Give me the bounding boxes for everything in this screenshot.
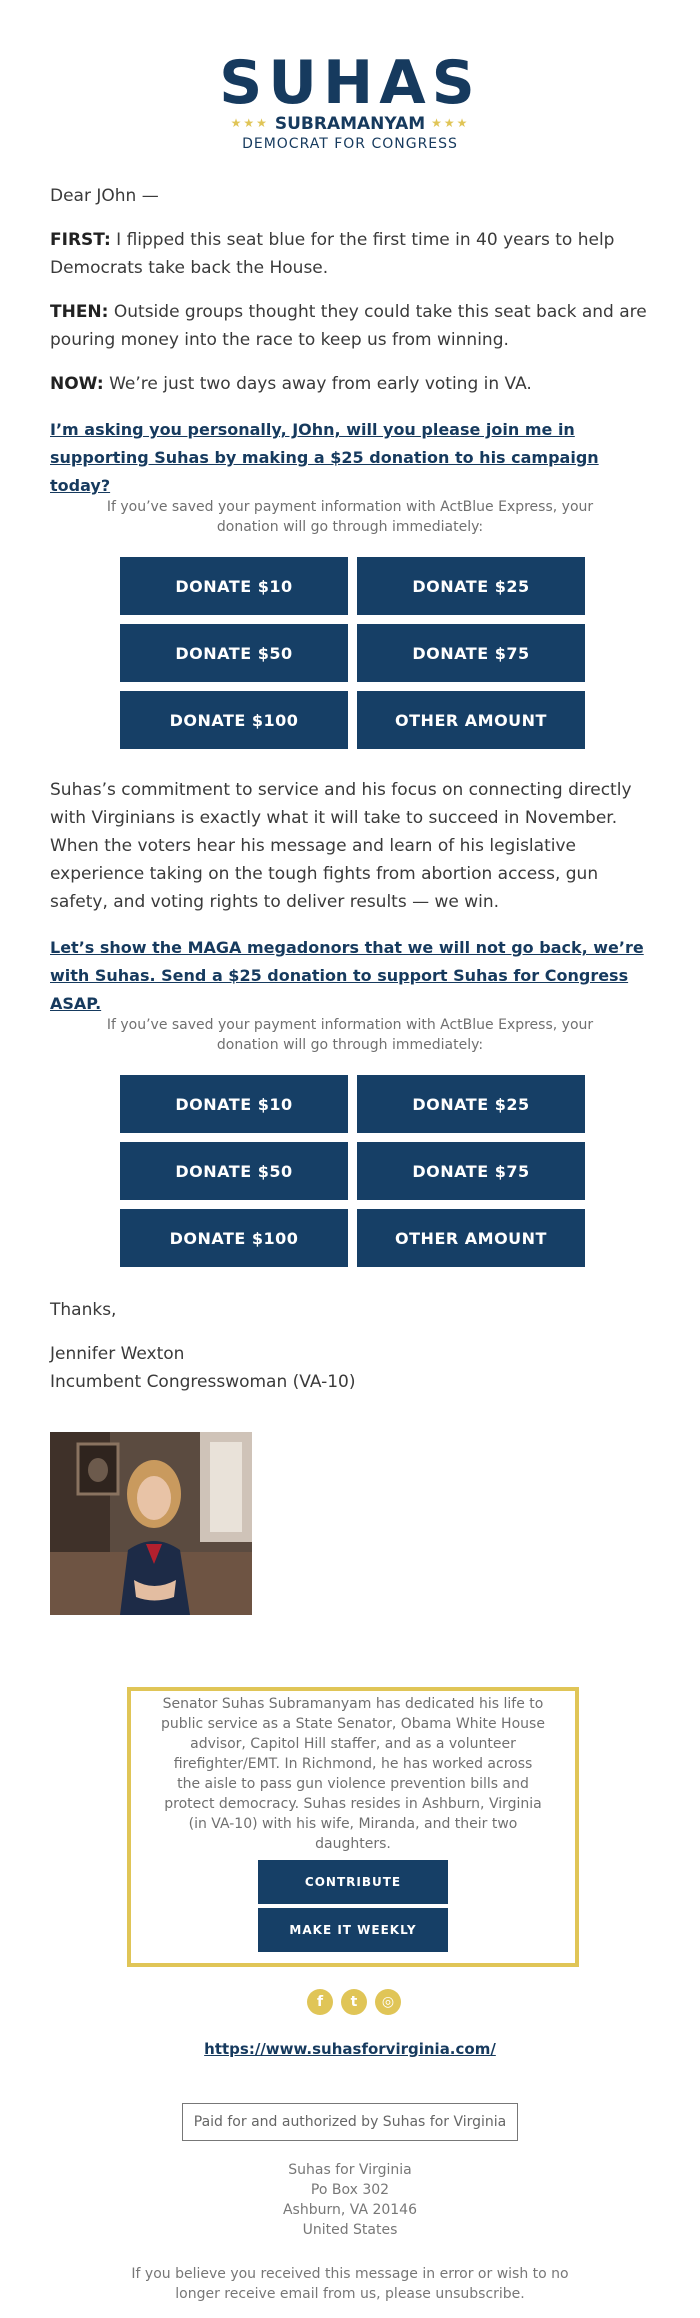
address-line: United States [302, 2222, 398, 2238]
donation-ask-link[interactable]: Let’s show the MAGA megadonors that we will not go back, we’re with Suhas. Send a $25 donation to support Suhas for Congress ASAP. [50, 938, 644, 1013]
paragraph-then: THEN: Outside groups thought they could take this seat back and are pouring money into the race to keep us from winning. [50, 302, 647, 350]
donate-other-button[interactable]: OTHER AMOUNT [357, 691, 585, 749]
make-it-weekly-button[interactable]: MAKE IT WEEKLY [258, 1908, 448, 1952]
paid-for-disclaimer: Paid for and authorized by Suhas for Virginia [182, 2103, 518, 2141]
donate-10-button[interactable]: DONATE $10 [120, 557, 348, 615]
facebook-icon[interactable]: f [307, 1989, 333, 2015]
signer-name: Jennifer Wexton [50, 1344, 185, 1364]
star-icon: ★★★ [431, 116, 470, 130]
website-link[interactable]: https://www.suhasforvirginia.com/ [204, 2040, 496, 2058]
unsubscribe-notice[interactable]: If you believe you received this message in error or wish to no longer receive email from us, please unsubscribe. [131, 2266, 569, 2302]
donate-100-button[interactable]: DONATE $100 [120, 1209, 348, 1267]
donate-other-button[interactable]: OTHER AMOUNT [357, 1209, 585, 1267]
candidate-bio-box [127, 1687, 579, 1967]
signoff: Thanks, [50, 1300, 117, 1320]
donate-75-button[interactable]: DONATE $75 [357, 1142, 585, 1200]
paragraph-lead: FIRST: [50, 230, 111, 250]
donation-ask-link[interactable]: I’m asking you personally, JOhn, will you please join me in supporting Suhas by making a $25 donation to his campaign today? [50, 420, 599, 495]
paragraph-lead: NOW: [50, 374, 104, 394]
signer-title: Incumbent Congresswoman (VA-10) [50, 1372, 356, 1392]
logo-name: SUHAS [219, 48, 481, 118]
signer-photo [50, 1432, 252, 1615]
campaign-logo [0, 48, 700, 154]
donate-100-button[interactable]: DONATE $100 [120, 691, 348, 749]
logo-tagline: DEMOCRAT FOR CONGRESS [242, 136, 458, 152]
logo-surname: SUBRAMANYAM [274, 114, 426, 134]
donate-50-button[interactable]: DONATE $50 [120, 1142, 348, 1200]
twitter-icon[interactable]: t [341, 1989, 367, 2015]
portrait-illustration [50, 1432, 252, 1615]
paragraph-lead: THEN: [50, 302, 109, 322]
address-line: Suhas for Virginia [288, 2162, 412, 2178]
donate-25-button[interactable]: DONATE $25 [357, 1075, 585, 1133]
donate-25-button[interactable]: DONATE $25 [357, 557, 585, 615]
greeting: Dear JOhn — [50, 186, 159, 206]
paragraph-first: FIRST: I flipped this seat blue for the first time in 40 years to help Democrats take back the House. [50, 230, 615, 278]
donate-10-button[interactable]: DONATE $10 [120, 1075, 348, 1133]
candidate-bio: Senator Suhas Subramanyam has dedicated his life to public service as a State Senator, Obama White House advisor, Capitol Hill staffer, and as a volunteer firefighter/EMT. In Richmond, he has worked across the aisle to pass gun violence prevention bills and protect democracy. Suhas resides in Ashburn, Virginia (in VA-10) with his wife, Miranda, and their two daughters. [161, 1696, 545, 1852]
paragraph-now: NOW: We’re just two days away from early voting in VA. [50, 374, 532, 394]
actblue-express-note: If you’ve saved your payment information with ActBlue Express, your donation will go through immediately: [106, 1017, 594, 1053]
instagram-icon[interactable]: ◎ [375, 1989, 401, 2015]
address-line: Po Box 302 [310, 2182, 390, 2198]
donate-50-button[interactable]: DONATE $50 [120, 624, 348, 682]
mailing-address [0, 2160, 700, 2240]
star-icon: ★★★ [230, 116, 269, 130]
actblue-express-note: If you’ve saved your payment information with ActBlue Express, your donation will go through immediately: [106, 499, 594, 535]
paragraph-commitment: Suhas’s commitment to service and his focus on connecting directly with Virginians is exactly what it will take to succeed in November. When the voters hear his message and learn of his legislative experience taking on the tough fights from abortion access, gun safety, and voting rights to deliver results — we win. [50, 780, 632, 912]
contribute-button[interactable]: CONTRIBUTE [258, 1860, 448, 1904]
address-line: Ashburn, VA 20146 [282, 2202, 418, 2218]
donate-75-button[interactable]: DONATE $75 [357, 624, 585, 682]
